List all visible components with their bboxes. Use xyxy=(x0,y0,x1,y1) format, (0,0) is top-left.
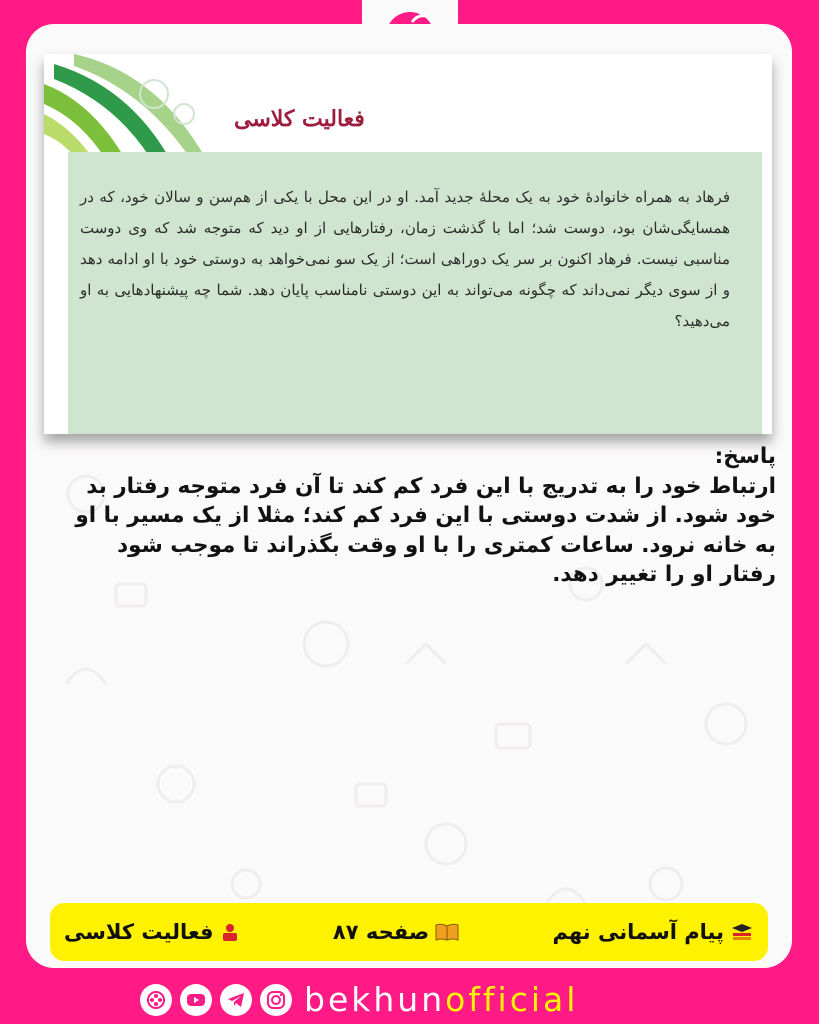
aparat-icon[interactable] xyxy=(140,984,172,1016)
instagram-icon[interactable] xyxy=(260,984,292,1016)
telegram-icon[interactable] xyxy=(220,984,252,1016)
brand-part2: official xyxy=(445,980,579,1019)
brand-part1: bekhun xyxy=(304,980,446,1019)
footer-bar xyxy=(50,903,768,961)
student-icon xyxy=(220,922,240,942)
footer-activity-label: فعالیت کلاسی xyxy=(64,920,214,944)
social-brand-bar xyxy=(140,980,680,1020)
footer-activity xyxy=(64,920,240,944)
footer-page-label: صفحه ۸۷ xyxy=(332,920,430,944)
answer-block xyxy=(70,442,776,590)
brand-handle xyxy=(304,980,578,1020)
content-card xyxy=(26,24,792,968)
textbook-title: فعالیت کلاسی xyxy=(234,106,365,132)
footer-book xyxy=(552,920,754,944)
answer-text: ارتباط خود را به تدریج با این فرد کم کند تا آن فرد متوجه رفتار بد خود شود. از شدت دوستی با این فرد کم کند؛ مثلا از یک مسیر با او به خانه نرود. ساعات کمتری را با او وقت بگذراند تا موجب شود رفتار او را تغییر دهد. xyxy=(75,473,776,587)
textbook-excerpt xyxy=(44,54,772,434)
social-icons xyxy=(140,984,292,1016)
textbook-body: فرهاد به همراه خانوادهٔ خود به یک محلهٔ جدید آمد. او در این محل با یکی از هم‌سن و سالان خود، که در همسایگی‌شان بود، دوست شد؛ اما با گذشت زمان، رفتارهایی از او دید که متوجه شد که وی دوست مناسبی نیست. فرهاد اکنون بر سر یک دوراهی است؛ از یک سو نمی‌خواهد به دوستی خود با او ادامه دهد و از سوی دیگر نمی‌داند که چگونه می‌تواند به این دوستی نامناسب پایان دهد. شما چه پیشنهادهایی به او می‌دهید؟ xyxy=(80,188,730,330)
footer-book-label: پیام آسمانی نهم xyxy=(552,920,724,944)
book-open-icon xyxy=(435,922,459,942)
graduation-books-icon xyxy=(730,922,754,942)
answer-label: پاسخ: xyxy=(714,444,776,469)
youtube-icon[interactable] xyxy=(180,984,212,1016)
footer-page xyxy=(333,920,459,944)
